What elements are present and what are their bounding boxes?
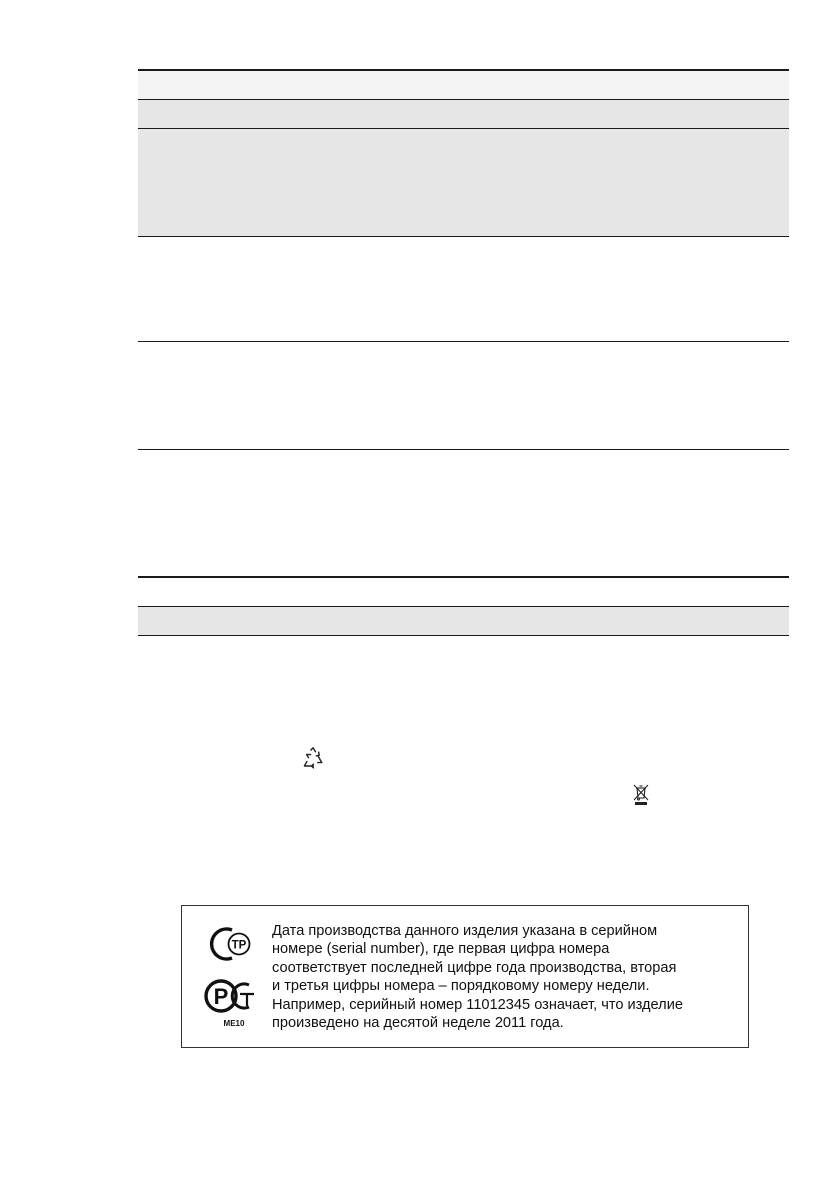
- certification-line: номере (serial number), где первая цифра номера: [272, 941, 610, 958]
- crossed-bin-icon: [632, 783, 650, 807]
- svg-text:TP: TP: [231, 939, 247, 952]
- recycle-icon: [301, 746, 325, 770]
- svg-text:Р: Р: [213, 984, 229, 1009]
- table-2-top-rule: [138, 576, 789, 578]
- certification-text: [272, 922, 742, 1032]
- logo-caption: ME10: [223, 1019, 245, 1028]
- certification-line: Дата производства данного изделия указана в серийном: [272, 923, 658, 939]
- table-2-row-1: [138, 607, 789, 635]
- certification-line: Например, серийный номер 11012345 означает, что изделие: [272, 996, 683, 1013]
- table-1-row-rule: [138, 341, 789, 342]
- pct-gost-logo: [204, 976, 260, 1016]
- table-1-row-1: [138, 100, 789, 128]
- table-1-bottom-rule: [138, 449, 789, 450]
- table-1-row-2: [138, 129, 789, 236]
- table-1-row-rule: [138, 236, 789, 237]
- eac-tr-logo: [202, 924, 260, 964]
- certification-line: соответствует последней цифре года производства, вторая: [272, 959, 677, 976]
- table-2-bottom-rule: [138, 635, 789, 636]
- table-1-header-row: [138, 71, 789, 99]
- certification-line: произведено на десятой неделе 2011 года.: [272, 1015, 564, 1032]
- certification-line: и третья цифры номера – порядковому номеру недели.: [272, 978, 650, 995]
- certification-notice: [181, 905, 749, 1048]
